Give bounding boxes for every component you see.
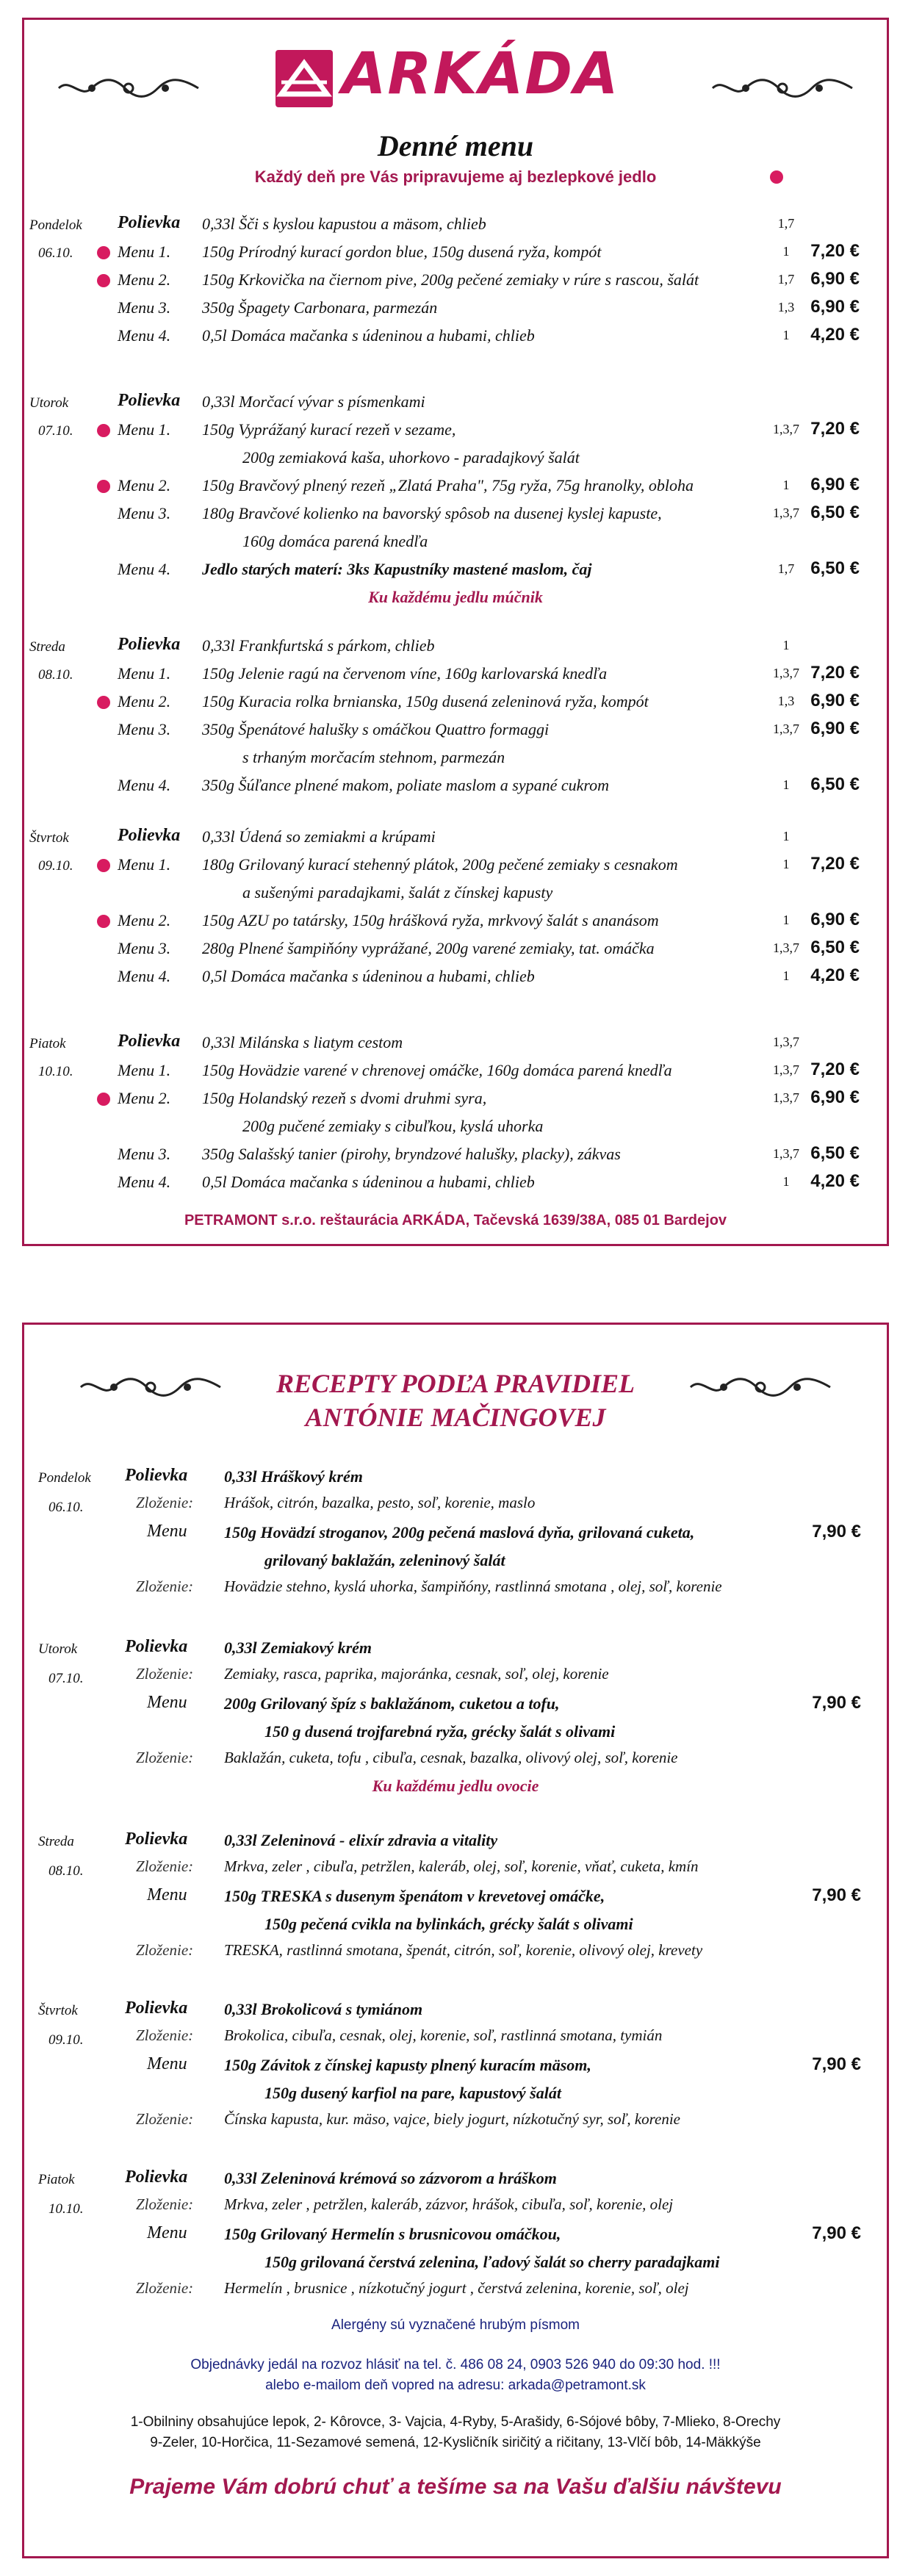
allergen-codes: 1 xyxy=(782,244,790,259)
restaurant-footer: PETRAMONT s.r.o. reštaurácia ARKÁDA, Tačevská 1639/38A, 085 01 Bardejov xyxy=(184,1212,727,1228)
dish-name: 0,5l Domáca mačanka s údeninou a hubami, chlieb xyxy=(202,967,535,985)
price: 6,90 € xyxy=(810,719,860,738)
price: 7,90 € xyxy=(812,1522,861,1541)
allergen-codes: 1 xyxy=(782,777,790,792)
dish-name: 350g Salašský tanier (pirohy, bryndzové halušky, placky), zákvas xyxy=(202,1145,621,1163)
day-name: Streda xyxy=(38,1834,74,1849)
soup-name: 0,33l Zeleninová - elixír zdravia a vitality xyxy=(224,1831,498,1849)
day-date: 07.10. xyxy=(38,423,73,439)
soup-label: Polievka xyxy=(118,213,181,232)
day-date: 09.10. xyxy=(38,858,73,874)
price: 7,90 € xyxy=(812,2054,861,2074)
allergen-codes: 1 xyxy=(782,328,790,342)
menu-label: Menu xyxy=(147,2054,187,2073)
dish-name: 280g Plnené šampiňóny vyprážané, 200g varené zemiaky, tat. omáčka xyxy=(202,939,655,957)
menu-label: Menu 1. xyxy=(118,855,171,874)
allergen-list-1: 1-Obilniny obsahujúce lepok, 2- Kôrovce, 3- Vajcia, 4-Ryby, 5-Arašidy, 6-Sójové bôby, 7-Mlieko, 8-Orechy xyxy=(130,2414,781,2430)
dish-name: 0,33l Morčací vývar s písmenkami xyxy=(202,392,425,411)
logo-text: ARKÁDA xyxy=(342,41,620,107)
ornament-left-icon xyxy=(55,73,202,103)
gluten-free-icon xyxy=(97,1093,110,1106)
menu-label: Menu 3. xyxy=(118,298,171,317)
dish-name: 0,5l Domáca mačanka s údeninou a hubami, chlieb xyxy=(202,1173,535,1191)
dish-name: 150g Prírodný kurací gordon blue, 150g dusená ryža, kompót xyxy=(202,242,602,261)
day-name: Štvrtok xyxy=(38,2003,78,2018)
allergen-codes: 1 xyxy=(782,829,790,843)
menu-label: Menu 2. xyxy=(118,1089,171,1107)
allergen-codes: 1,3,7 xyxy=(773,1035,799,1049)
menu-composition: Baklažán, cuketa, tofu , cibuľa, cesnak, bazalka, olivový olej, soľ, korenie xyxy=(224,1749,678,1766)
allergen-codes: 1,3 xyxy=(777,694,795,708)
gluten-free-icon xyxy=(770,170,783,184)
allergen-codes: 1,3,7 xyxy=(773,422,799,436)
soup-composition: Brokolica, cibuľa, cesnak, olej, korenie, soľ, rastlinná smotana, tymián xyxy=(224,2026,663,2044)
soup-label: Polievka xyxy=(125,2167,188,2187)
menu-dish-cont: 150g dusený karfiol na pare, kapustový šalát xyxy=(264,2084,561,2102)
menu-label: Menu 2. xyxy=(118,270,171,289)
menu-label: Menu 2. xyxy=(118,476,171,494)
allergen-codes: 1,3,7 xyxy=(773,666,799,680)
composition-label: Zloženie: xyxy=(136,2279,194,2297)
day-name: Streda xyxy=(29,639,65,655)
day-date: 08.10. xyxy=(48,1863,84,1879)
price: 6,50 € xyxy=(810,503,860,522)
allergen-codes: 1 xyxy=(782,478,790,492)
gluten-free-icon xyxy=(97,246,110,259)
day-name: Štvrtok xyxy=(29,830,69,846)
dish-name: 0,33l Údená so zemiakmi a krúpami xyxy=(202,827,436,846)
dish-name: 0,33l Šči s kyslou kapustou a mäsom, chlieb xyxy=(202,215,486,233)
soup-label: Polievka xyxy=(125,1637,188,1656)
menu-label: Menu 4. xyxy=(118,776,171,794)
allergen-codes: 1 xyxy=(782,968,790,983)
dish-name: 0,33l Frankfurtská s párkom, chlieb xyxy=(202,636,435,655)
price: 7,20 € xyxy=(810,854,860,874)
dish-name: 350g Špagety Carbonara, parmezán xyxy=(202,298,438,317)
menu-label: Menu xyxy=(147,2223,187,2242)
price: 6,50 € xyxy=(810,774,860,794)
dish-name: 150g Krkovička na čiernom pive, 200g pečené zemiaky v rúre s rascou, šalát xyxy=(202,270,699,289)
allergen-codes: 1,3,7 xyxy=(773,1090,799,1105)
day-date: 07.10. xyxy=(48,1671,84,1686)
recipes-title-line2: ANTÓNIE MAČINGOVEJ xyxy=(305,1403,606,1432)
dish-name: 150g Jelenie ragú na červenom víne, 160g karlovarská knedľa xyxy=(202,664,608,683)
dish-name-cont: 200g pučené zemiaky s cibuľkou, kyslá uhorka xyxy=(242,1117,544,1135)
menu-dish: 200g Grilovaný špíz s baklažánom, cuketou a tofu, xyxy=(224,1694,560,1713)
soup-label: Polievka xyxy=(125,1466,188,1485)
price: 7,90 € xyxy=(812,1885,861,1905)
allergen-codes: 1,3,7 xyxy=(773,506,799,520)
day-date: 10.10. xyxy=(38,1064,73,1079)
dish-name: 150g Kuracia rolka brnianska, 150g dusená zeleninová ryža, kompót xyxy=(202,692,649,710)
menu-label: Menu 1. xyxy=(118,1061,171,1079)
recipes-title-line1: RECEPTY PODĽA PRAVIDIEL xyxy=(276,1369,635,1398)
allergen-codes: 1,3,7 xyxy=(773,1062,799,1077)
menu-label: Menu 3. xyxy=(118,939,171,957)
menu-dish-cont: 150g grilovaná čerstvá zelenina, ľadový šalát so cherry paradajkami xyxy=(264,2253,720,2271)
soup-composition: Zemiaky, rasca, paprika, majoránka, cesnak, soľ, olej, korenie xyxy=(224,1665,609,1683)
price: 7,90 € xyxy=(812,2223,861,2243)
allergen-codes: 1 xyxy=(782,913,790,927)
gluten-free-icon xyxy=(97,859,110,872)
menu-label: Menu 1. xyxy=(118,242,171,261)
day-date: 06.10. xyxy=(48,1500,84,1515)
price: 6,50 € xyxy=(810,1143,860,1163)
order-info-email: alebo e-mailom deň vopred na adresu: arkada@petramont.sk xyxy=(265,2378,646,2393)
menu-subtitle: Každý deň pre Vás pripravujeme aj bezlepkové jedlo xyxy=(254,168,657,186)
allergen-codes: 1 xyxy=(782,638,790,652)
menu-label: Menu 1. xyxy=(118,420,171,439)
allergen-note: Alergény sú vyznačené hrubým písmom xyxy=(331,2317,580,2333)
logo-mark-icon xyxy=(276,50,333,107)
menu-label: Menu 4. xyxy=(118,1173,171,1191)
day-date: 06.10. xyxy=(38,245,73,261)
composition-label: Zloženie: xyxy=(136,1665,194,1683)
dish-name: 180g Bravčové kolienko na bavorský spôsob na dusenej kyslej kapuste, xyxy=(202,504,662,522)
allergen-list-2: 9-Zeler, 10-Horčica, 11-Sezamové semená, 12-Kysličník siričitý a ričitany, 13-Vlčí bôb, 14-Mäkkýše xyxy=(150,2435,761,2450)
dish-name: 350g Špenátové halušky s omáčkou Quattro formaggi xyxy=(202,720,550,738)
composition-label: Zloženie: xyxy=(136,2026,194,2044)
day-name: Utorok xyxy=(38,1641,78,1657)
price: 7,20 € xyxy=(810,241,860,261)
soup-composition: Mrkva, zeler , cibuľa, petržlen, kaleráb, olej, soľ, korenie, vňať, cuketa, kmín xyxy=(224,1857,699,1875)
daily-extra-note: Ku každému jedlu ovocie xyxy=(372,1777,539,1795)
composition-label: Zloženie: xyxy=(136,2195,194,2213)
dish-name: 0,33l Milánska s liatym cestom xyxy=(202,1033,403,1051)
arkada-logo xyxy=(276,41,628,114)
soup-label: Polievka xyxy=(118,1032,181,1051)
dish-name: 150g Bravčový plnený rezeň „Zlatá Praha", 75g ryža, 75g hranolky, obloha xyxy=(202,476,694,494)
price: 6,90 € xyxy=(810,475,860,494)
day-name: Utorok xyxy=(29,395,69,411)
dish-name: 150g AZU po tatársky, 150g hrášková ryža, mrkvový šalát s ananásom xyxy=(202,911,659,929)
soup-name: 0,33l Zeleninová krémová so zázvorom a hráškom xyxy=(224,2169,557,2187)
menu-dish: 150g Grilovaný Hermelín s brusnicovou omáčkou, xyxy=(224,2225,561,2243)
dish-name-cont: 200g zemiaková kaša, uhorkovo - paradajkový šalát xyxy=(242,448,580,467)
price: 4,20 € xyxy=(810,325,860,345)
menu-label: Menu 1. xyxy=(118,664,171,683)
dish-name: 0,5l Domáca mačanka s údeninou a hubami, chlieb xyxy=(202,326,535,345)
price: 6,90 € xyxy=(810,297,860,317)
composition-label: Zloženie: xyxy=(136,1577,194,1595)
menu-dish: 150g Závitok z čínskej kapusty plnený kuracím mäsom, xyxy=(224,2056,591,2074)
gluten-free-icon xyxy=(97,915,110,928)
gluten-free-icon xyxy=(97,480,110,493)
soup-label: Polievka xyxy=(118,391,181,410)
allergen-codes: 1,3,7 xyxy=(773,1146,799,1161)
price: 6,90 € xyxy=(810,269,860,289)
soup-label: Polievka xyxy=(118,826,181,845)
dish-name-cont: a sušenými paradajkami, šalát z čínskej kapusty xyxy=(242,883,553,902)
menu-label: Menu 2. xyxy=(118,911,171,929)
allergen-codes: 1,7 xyxy=(777,561,795,576)
menu-dish-cont: 150 g dusená trojfarebná ryža, grécky šalát s olivami xyxy=(264,1722,616,1741)
menu-title: Denné menu xyxy=(377,129,534,162)
menu-dish-cont: 150g pečená cvikla na bylinkách, grécky šalát s olivami xyxy=(264,1915,633,1933)
soup-name: 0,33l Zemiakový krém xyxy=(224,1638,372,1657)
price: 7,20 € xyxy=(810,1059,860,1079)
day-date: 10.10. xyxy=(48,2201,84,2217)
day-name: Pondelok xyxy=(29,217,82,233)
gluten-free-icon xyxy=(97,424,110,437)
dish-name-cont: 160g domáca parená knedľa xyxy=(242,532,428,550)
allergen-codes: 1,3 xyxy=(777,300,795,314)
menu-dish: 150g Hovädzí stroganov, 200g pečená maslová dyňa, grilovaná cuketa, xyxy=(224,1523,695,1541)
allergen-codes: 1 xyxy=(782,857,790,871)
day-name: Pondelok xyxy=(38,1470,91,1486)
price: 6,50 € xyxy=(810,558,860,578)
allergen-codes: 1,7 xyxy=(777,216,795,231)
ornament-right-icon xyxy=(709,73,856,103)
composition-label: Zloženie: xyxy=(136,1857,194,1875)
dish-name-cont: s trhaným morčacím stehnom, parmezán xyxy=(242,748,505,766)
price: 6,50 € xyxy=(810,938,860,957)
soup-label: Polievka xyxy=(125,1998,188,2018)
soup-composition: Mrkva, zeler , petržlen, kaleráb, zázvor, hrášok, cibuľa, soľ, korenie, olej xyxy=(224,2195,674,2213)
day-date: 09.10. xyxy=(48,2032,84,2048)
menu-label: Menu 3. xyxy=(118,720,171,738)
price: 4,20 € xyxy=(810,1171,860,1191)
daily-extra-note: Ku každému jedlu múčnik xyxy=(368,588,543,606)
allergen-codes: 1,3,7 xyxy=(773,940,799,955)
allergen-codes: 1 xyxy=(782,1174,790,1189)
day-date: 08.10. xyxy=(38,667,73,683)
price: 6,90 € xyxy=(810,910,860,929)
menu-label: Menu 3. xyxy=(118,504,171,522)
price: 6,90 € xyxy=(810,691,860,710)
day-name: Piatok xyxy=(29,1036,66,1051)
price: 6,90 € xyxy=(810,1087,860,1107)
composition-label: Zloženie: xyxy=(136,2110,194,2128)
price: 7,90 € xyxy=(812,1693,861,1713)
menu-label: Menu 2. xyxy=(118,692,171,710)
dish-name: 350g Šúľance plnené makom, poliate maslom a sypané cukrom xyxy=(202,776,610,794)
composition-label: Zloženie: xyxy=(136,1941,194,1959)
allergen-codes: 1,7 xyxy=(777,272,795,287)
menu-composition: Čínska kapusta, kur. mäso, vajce, biely jogurt, nízkotučný syr, soľ, korenie xyxy=(224,2110,681,2128)
soup-composition: Hrášok, citrón, bazalka, pesto, soľ, korenie, maslo xyxy=(224,1494,536,1511)
dish-name: 150g Hovädzie varené v chrenovej omáčke, 160g domáca parená knedľa xyxy=(202,1061,672,1079)
dish-name: 180g Grilovaný kurací stehenný plátok, 200g pečené zemiaky s cesnakom xyxy=(202,855,678,874)
menu-composition: Hermelín , brusnice , nízkotučný jogurt , čerstvá zelenina, korenie, soľ, olej xyxy=(224,2279,689,2297)
dish-name: Jedlo starých materí: 3ks Kapustníky mastené maslom, čaj xyxy=(202,560,592,578)
menu-label: Menu 4. xyxy=(118,326,171,345)
menu-label: Menu xyxy=(147,1885,187,1904)
menu-label: Menu xyxy=(147,1693,187,1712)
menu-composition: Hovädzie stehno, kyslá uhorka, šampiňóny, rastlinná smotana , olej, soľ, korenie xyxy=(224,1577,722,1595)
price: 7,20 € xyxy=(810,419,860,439)
day-name: Piatok xyxy=(38,2172,75,2187)
menu-label: Menu 4. xyxy=(118,967,171,985)
gluten-free-icon xyxy=(97,274,110,287)
menu-composition: TRESKA, rastlinná smotana, špenát, citrón, soľ, korenie, olivový olej, krevety xyxy=(224,1941,703,1959)
soup-label: Polievka xyxy=(125,1830,188,1849)
menu-label: Menu xyxy=(147,1522,187,1541)
menu-dish: 150g TRESKA s dusenym špenátom v krevetovej omáčke, xyxy=(224,1887,605,1905)
soup-name: 0,33l Hráškový krém xyxy=(224,1467,363,1486)
soup-name: 0,33l Brokolicová s tymiánom xyxy=(224,2000,423,2018)
allergen-codes: 1,3,7 xyxy=(773,722,799,736)
dish-name: 150g Holandský rezeň s dvomi druhmi syra, xyxy=(202,1089,487,1107)
composition-label: Zloženie: xyxy=(136,1749,194,1766)
price: 7,20 € xyxy=(810,663,860,683)
gluten-free-icon xyxy=(97,696,110,709)
farewell-message: Prajeme Vám dobrú chuť a tešíme sa na Vašu ďalšiu návštevu xyxy=(129,2475,782,2499)
menu-label: Menu 4. xyxy=(118,560,171,578)
menu-label: Menu 3. xyxy=(118,1145,171,1163)
soup-label: Polievka xyxy=(118,635,181,654)
price: 4,20 € xyxy=(810,965,860,985)
menu-dish-cont: grilovaný baklažán, zeleninový šalát xyxy=(264,1551,505,1569)
order-info-phone: Objednávky jedál na rozvoz hlásiť na tel. č. 486 08 24, 0903 526 940 do 09:30 hod. !!! xyxy=(190,2357,721,2372)
composition-label: Zloženie: xyxy=(136,1494,194,1511)
dish-name: 150g Vyprážaný kurací rezeň v sezame, xyxy=(202,420,456,439)
